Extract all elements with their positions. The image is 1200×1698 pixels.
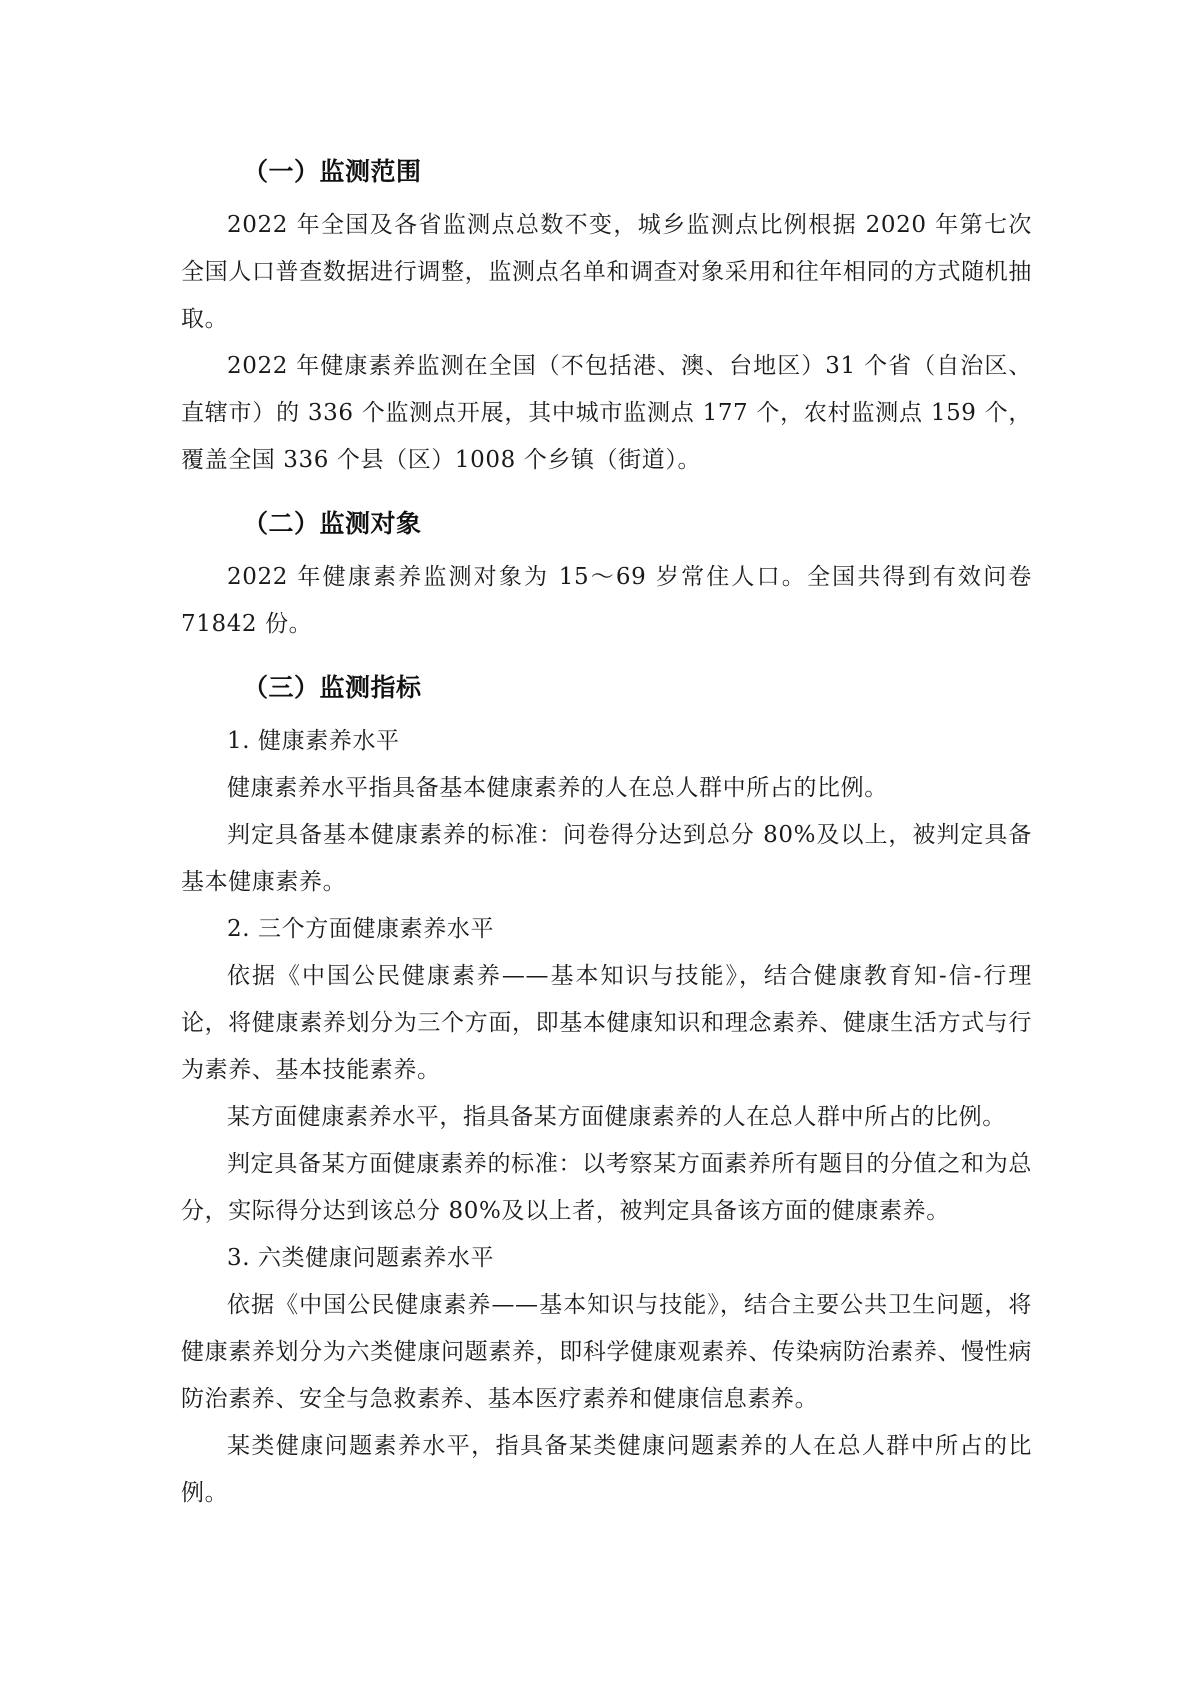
paragraph: 判定具备某方面健康素养的标准：以考察某方面素养所有题目的分值之和为总分，实际得分达到该总分 80%及以上者，被判定具备该方面的健康素养。	[181, 1151, 1032, 1224]
paragraph: 2022 年健康素养监测在全国（不包括港、澳、台地区）31 个省（自治区、直辖市）的 336 个监测点开展，其中城市监测点 177 个，农村监测点 159 个，覆盖全国 336 个县（区）1008 个乡镇（街道）。	[181, 353, 1032, 473]
paragraph: 依据《中国公民健康素养——基本知识与技能》，结合主要公共卫生问题，将健康素养划分为六类健康问题素养，即科学健康观素养、传染病防治素养、慢性病防治素养、安全与急救素养、基本医疗素养和健康信息素养。	[181, 1292, 1032, 1412]
subsection-six-problem-types	[181, 1235, 1032, 1517]
subsection-title: 2. 三个方面健康素养水平	[227, 916, 495, 942]
section-heading: （一）监测范围	[243, 157, 422, 186]
section-monitoring-scope	[181, 152, 1032, 484]
paragraph: 2022 年全国及各省监测点总数不变，城乡监测点比例根据 2020 年第七次全国人口普查数据进行调整，监测点名单和调查对象采用和往年相同的方式随机抽取。	[181, 212, 1032, 332]
paragraph: 2022 年健康素养监测对象为 15～69 岁常住人口。全国共得到有效问卷 71842 份。	[181, 564, 1032, 637]
subsection-title: 1. 健康素养水平	[227, 728, 400, 754]
subsection-title: 3. 六类健康问题素养水平	[227, 1245, 495, 1271]
subsection-three-aspects	[181, 906, 1032, 1235]
paragraph: 某类健康问题素养水平，指具备某类健康问题素养的人在总人群中所占的比例。	[181, 1433, 1032, 1506]
paragraph: 健康素养水平指具备基本健康素养的人在总人群中所占的比例。	[227, 775, 888, 801]
subsection-health-literacy-level	[181, 718, 1032, 906]
paragraph: 某方面健康素养水平，指具备某方面健康素养的人在总人群中所占的比例。	[227, 1104, 1006, 1130]
paragraph: 依据《中国公民健康素养——基本知识与技能》，结合健康教育知-信-行理论，将健康素养划分为三个方面，即基本健康知识和理念素养、健康生活方式与行为素养、基本技能素养。	[181, 963, 1032, 1083]
section-monitoring-subjects	[181, 504, 1032, 648]
section-heading: （三）监测指标	[243, 673, 422, 702]
paragraph: 判定具备基本健康素养的标准：问卷得分达到总分 80%及以上，被判定具备基本健康素养。	[181, 822, 1032, 895]
section-heading: （二）监测对象	[243, 509, 422, 538]
section-monitoring-indicators	[181, 668, 1032, 1517]
